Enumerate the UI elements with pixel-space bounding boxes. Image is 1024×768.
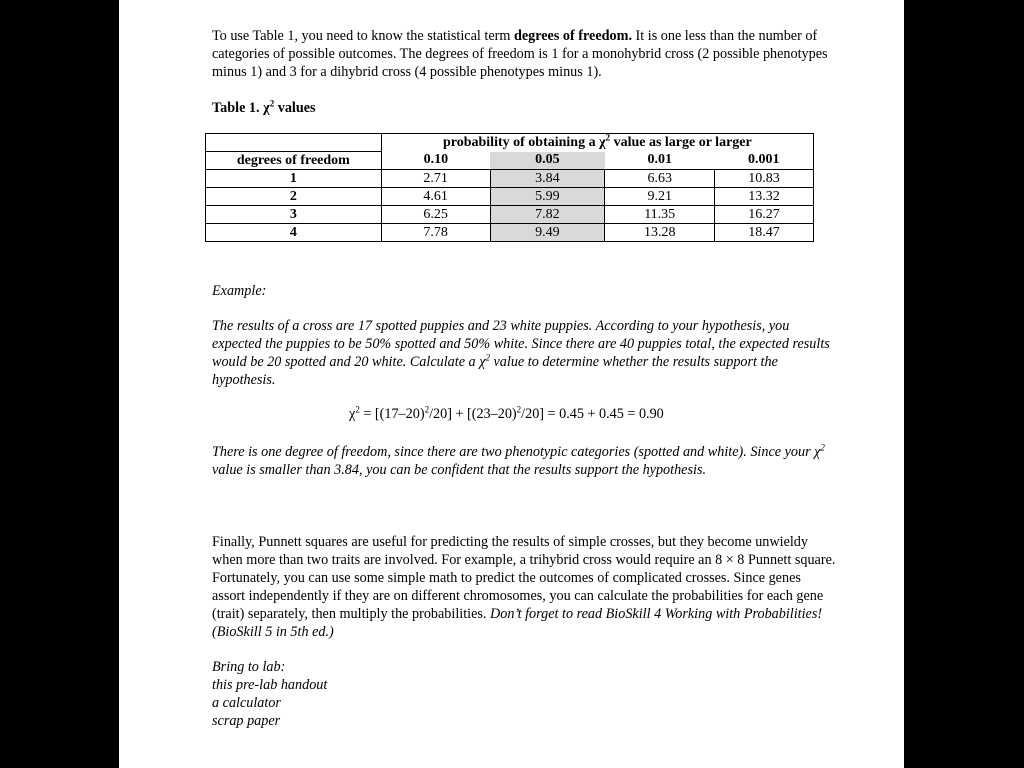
example-label: Example:	[212, 283, 267, 299]
bring-to-lab	[212, 658, 837, 730]
document-page	[119, 0, 904, 768]
table-row: 4 7.78 9.49 13.28 18.47	[206, 224, 814, 242]
table-header-row-top	[206, 134, 814, 152]
table-caption: Table 1. $\chi^2$ values	[212, 98, 316, 116]
list-item: this pre-lab handout	[212, 677, 328, 693]
example-problem: The results of a cross are 17 spotted puppies and 23 white puppies. According to your hypothesis, you expected the puppies to be 50% spotted and 50% white. Since there are 40 puppies total, the expected results would be 20 spotted and 20 white. Calculate a $\chi^2$ value to determine whether the results support the hypothesis.	[212, 318, 830, 388]
intro-text-start: To use Table 1, you need to know the statistical term	[212, 28, 514, 44]
chi-square-formula: $\chi^2 = [(17-20)^2/20] + [(23-20)^2/20] = 0.45 + 0.45 = 0.90$	[349, 404, 664, 422]
table-row: 2 4.61 5.99 9.21 13.32	[206, 188, 814, 206]
prob-header: 0.10	[381, 152, 490, 170]
punnett-paragraph: Finally, Punnett squares are useful for predicting the results of simple crosses, but they become unwieldy when more than two traits are involved. For example, a trihybrid cross would require an 8 × 8 Punnett square. Fortunately, you can use some simple math to predict the outcomes of complicated crosses. Since genes assort independently if they are on different chromosomes, you can calculate the probabilities for each gene (trait) separately, then multiply the probabilities. Don’t forget to read BioSkill 4 Working with Probabilities! (BioSkill 5 in 5th ed.)	[212, 534, 836, 640]
chi-square-table	[205, 133, 814, 242]
probability-header: probability of obtaining a $\chi^2$ value as large or larger	[381, 134, 813, 152]
bring-title: Bring to lab:	[212, 659, 286, 675]
table-row: 1 2.71 3.84 6.63 10.83	[206, 170, 814, 188]
prob-header: 0.001	[715, 152, 814, 170]
intro-text-end: It is one less than the number of categories of possible outcomes. The degrees of freedom is 1 for a monohybrid cross (2 possible phenotypes minus 1) and 3 for a dihybrid cross (4 possible phenotypes minus 1).	[212, 28, 828, 80]
list-item: a calculator	[212, 695, 281, 711]
intro-paragraph	[212, 27, 837, 81]
prob-header: 0.05	[490, 152, 605, 170]
prob-header: 0.01	[605, 152, 715, 170]
list-item: scrap paper	[212, 713, 281, 729]
table-row: 3 6.25 7.82 11.35 16.27	[206, 206, 814, 224]
intro-term: degrees of freedom.	[513, 28, 632, 44]
table-header-row	[206, 152, 814, 170]
example-conclusion: There is one degree of freedom, since there are two phenotypic categories (spotted and white). Since your $\chi^2$ value is smaller than 3.84, you can be confident that the results support the hypothesis.	[212, 442, 825, 478]
df-header: degrees of freedom	[206, 152, 382, 170]
